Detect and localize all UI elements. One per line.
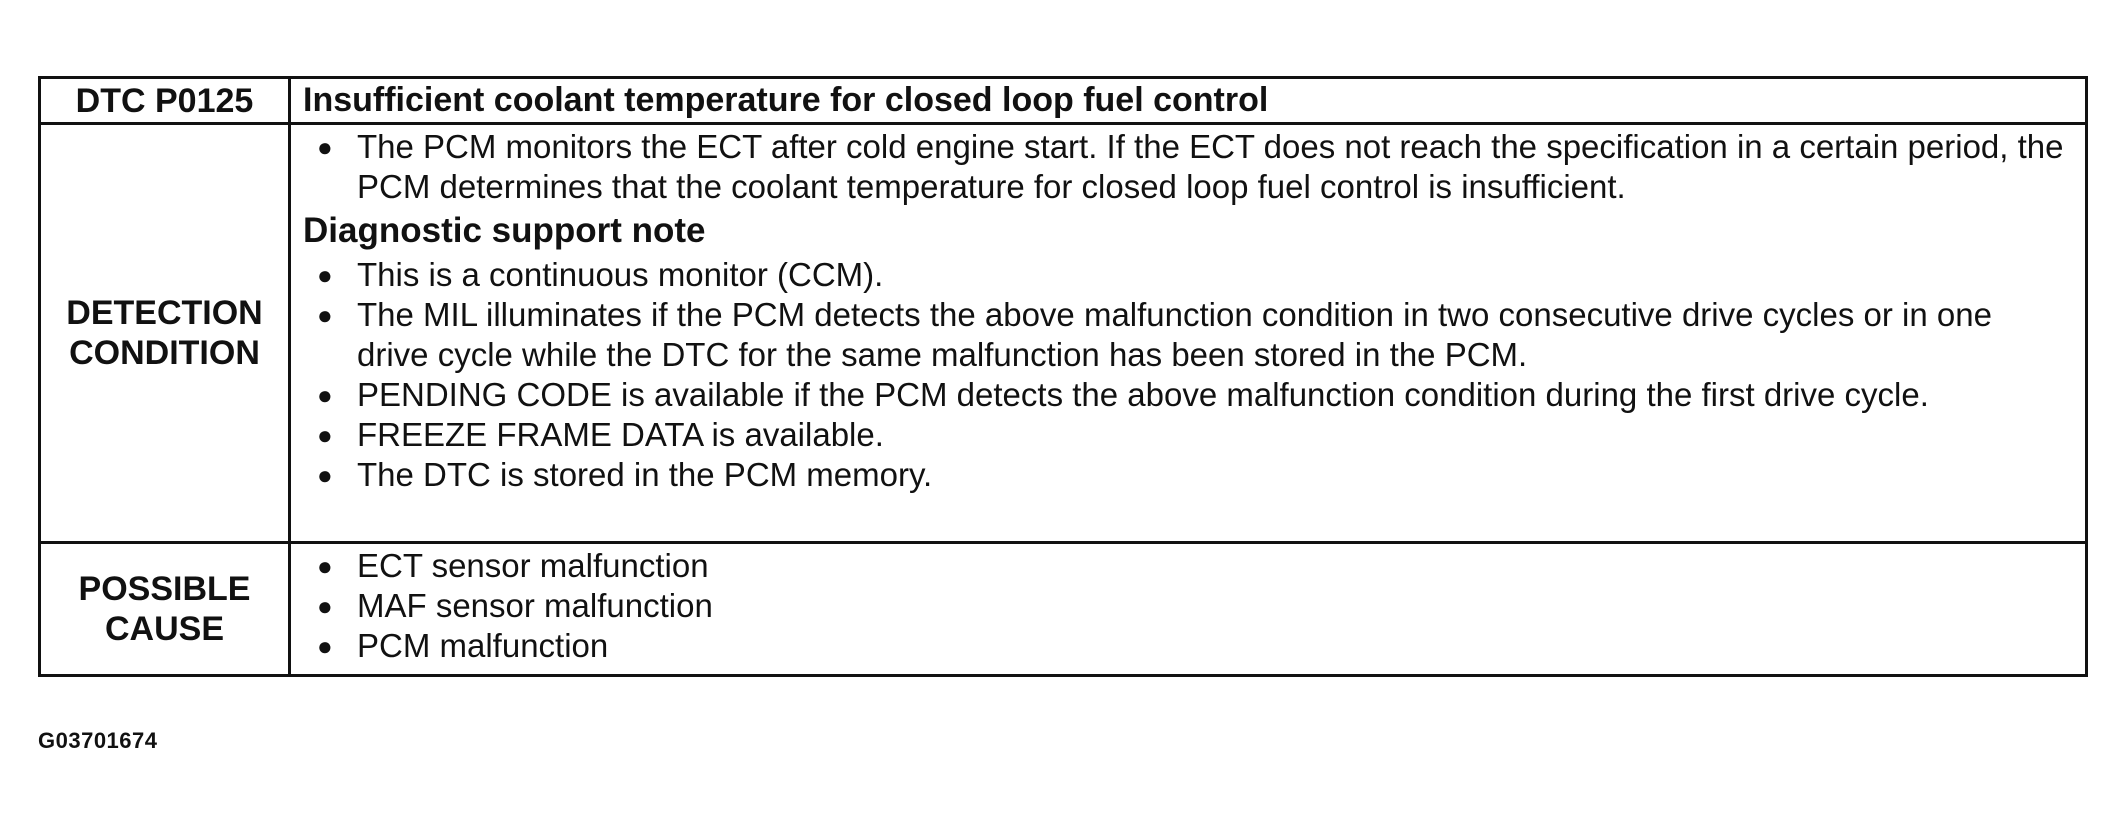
detection-label-line1: DETECTION: [66, 294, 263, 332]
dtc-title-cell: [290, 78, 2087, 124]
list-item: [303, 455, 2071, 495]
bullet-icon: ●: [317, 460, 333, 490]
dtc-table: [38, 76, 2088, 677]
bullet-icon: ●: [317, 300, 333, 330]
diagnostic-support-heading: Diagnostic support note: [303, 211, 706, 250]
list-item-text: PCM malfunction: [357, 627, 609, 664]
possible-cause-row: [40, 543, 2087, 676]
possible-cause-label-line1: POSSIBLE: [78, 570, 251, 608]
list-item-text: The PCM monitors the ECT after cold engine start. If the ECT does not reach the specification in a certain period, the PCM determines that the coolant temperature for closed loop fuel control is insufficient.: [357, 128, 2064, 205]
dtc-code-label: DTC P0125: [75, 81, 254, 120]
list-item-text: This is a continuous monitor (CCM).: [357, 256, 884, 293]
list-item-text: PENDING CODE is available if the PCM detects the above malfunction condition during the first drive cycle.: [357, 376, 1929, 413]
title-row: [40, 78, 2087, 124]
bullet-icon: ●: [317, 420, 333, 450]
bullet-icon: ●: [317, 260, 333, 290]
list-item: [303, 415, 2071, 455]
detection-intro-list: [303, 127, 2071, 207]
list-item: [303, 375, 2071, 415]
possible-cause-body: [290, 543, 2087, 676]
possible-cause-header: [40, 543, 290, 676]
bullet-icon: ●: [317, 380, 333, 410]
list-item: [303, 626, 2071, 666]
list-item: [303, 295, 2071, 375]
list-item: [303, 127, 2071, 207]
figure-id: G03701674: [38, 728, 158, 753]
list-item-text: ECT sensor malfunction: [357, 547, 709, 584]
detection-condition-row: [40, 124, 2087, 543]
possible-cause-list: [303, 546, 2071, 666]
list-item: [303, 586, 2071, 626]
list-item-text: The MIL illuminates if the PCM detects the above malfunction condition in two consecutive drive cycles or in one drive cycle while the DTC for the same malfunction has been stored in the PCM.: [357, 296, 1992, 373]
dtc-code-cell: [40, 78, 290, 124]
list-item: [303, 255, 2071, 295]
list-item-text: MAF sensor malfunction: [357, 587, 713, 624]
detection-condition-header: [40, 124, 290, 543]
list-item-text: FREEZE FRAME DATA is available.: [357, 416, 884, 453]
bullet-icon: ●: [317, 631, 333, 661]
bullet-icon: ●: [317, 132, 333, 162]
dtc-title: Insufficient coolant temperature for closed loop fuel control: [303, 81, 1269, 119]
bullet-icon: ●: [317, 591, 333, 621]
possible-cause-label-line2: CAUSE: [104, 610, 225, 648]
list-item: [303, 546, 2071, 586]
detection-label-line2: CONDITION: [69, 334, 260, 372]
bullet-icon: ●: [317, 551, 333, 581]
detection-condition-body: [290, 124, 2087, 543]
list-item-text: The DTC is stored in the PCM memory.: [357, 456, 933, 493]
diagnostic-support-list: [303, 255, 2071, 495]
